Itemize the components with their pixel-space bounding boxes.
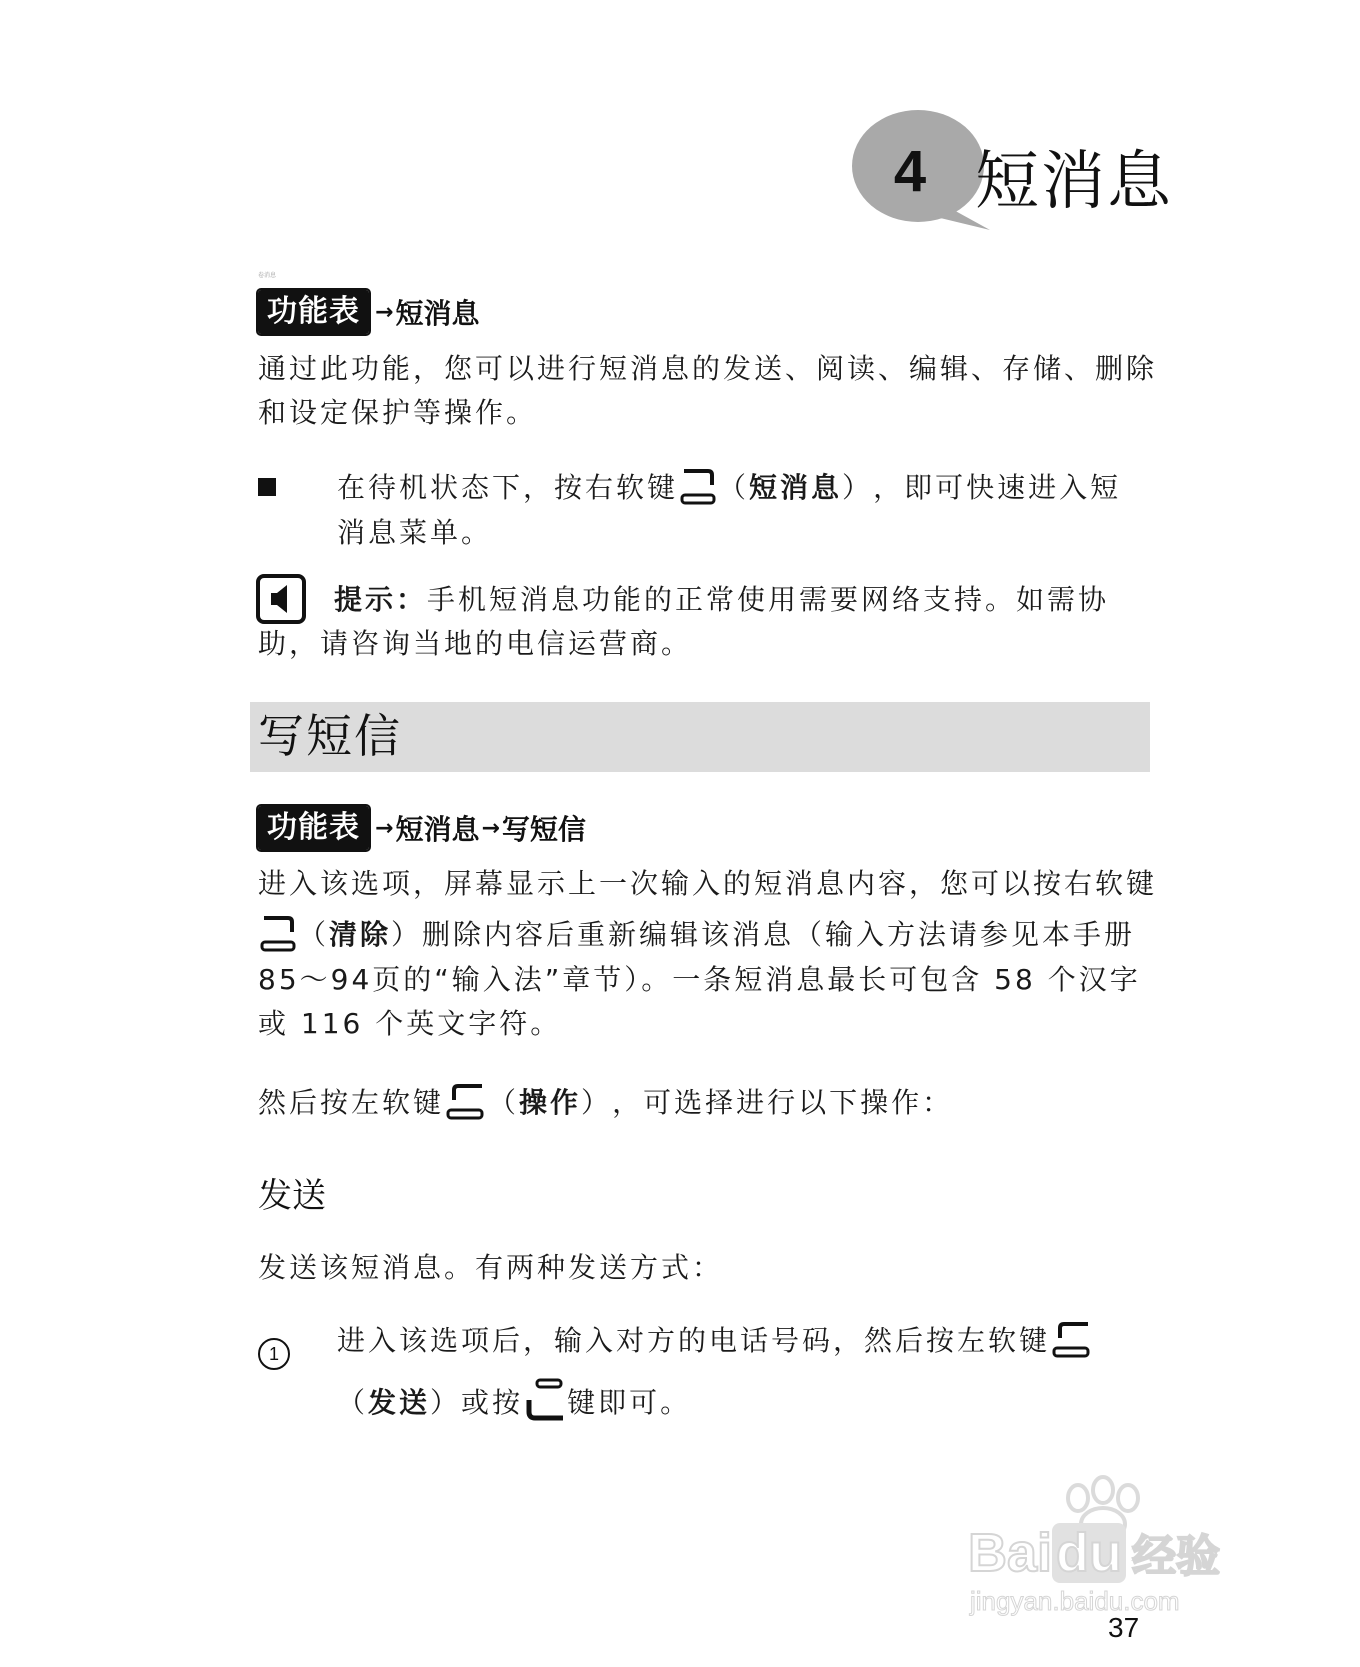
arrow-icon: → [375,815,394,841]
menu-path-write [258,806,586,850]
tip-label: 提示： [334,583,428,616]
right-softkey-icon [258,912,298,958]
bullet-line-2: 消息菜单。 [337,516,493,549]
watermark-cn: 经验 [1132,1532,1221,1581]
para2-before: 然后按左软键 [258,1086,445,1119]
chapter-title: 短消息 [975,145,1173,219]
tip-line-2: 助，请咨询当地的电信运营商。 [258,627,693,660]
path-item: 写短信 [501,813,586,846]
para2-after: ，可选择进行以下操作： [612,1086,954,1119]
square-bullet-icon [258,478,276,496]
send-item-1: 进入该选项后，输入对方的电话号码，然后按左软键 （ 发送 ） 或按 键即可。 [337,1318,1157,1428]
write-paragraph-2: 然后按左软键 （ 操作 ） ，可选择进行以下操作： [258,1080,1158,1126]
item1-key-label: 发送 [368,1386,431,1419]
item1-line2-mid: 或按 [461,1386,524,1419]
write-paragraph: 进入该选项，屏幕显示上一次输入的短消息内容，您可以按右软键 （ 清除 ） 删除内容后重新编辑该消息（输入方法请参见本手册 85～94页的“输入法”章节）。一条短消息最长可包含 58 个汉字 或 116 个英文字符。 [258,862,1158,1046]
menu-label: 功能表 [258,290,369,334]
write-line-2: 删除内容后重新编辑该消息（输入方法请参见本手册 [422,918,1136,951]
write-line-1: 进入该选项，屏幕显示上一次输入的短消息内容，您可以按右软键 [258,867,1158,900]
bullet-before: 在待机状态下，按右软键 [337,471,679,504]
watermark-brand2: du [1052,1523,1126,1583]
item1-line2-end: 键即可。 [567,1386,692,1419]
send-key-icon [523,1378,567,1428]
intro-line-1: 通过此功能，您可以进行短消息的发送、阅读、编辑、存储、删除 [258,352,1158,385]
intro-line-2: 和设定保护等操作。 [258,396,538,429]
write-key-label: 清除 [329,918,392,951]
intro-paragraph [258,347,1158,435]
tip-text: 手机短消息功能的正常使用需要网络支持。如需协 [427,583,1110,616]
item1-line1: 进入该选项后，输入对方的电话号码，然后按左软键 [337,1324,1051,1357]
left-softkey-icon [1050,1318,1094,1364]
section-title: 写短信 [258,709,402,763]
watermark-url: jingyan.baidu.com [970,1586,1180,1616]
arrow-icon: → [481,815,500,841]
send-desc: 发送该短消息。有两种发送方式： [258,1251,724,1284]
bullet-text: 在待机状态下，按右软键 （ 短消息 ） ，即可快速进入短 消息菜单。 [337,465,1157,555]
tip-block [258,578,1158,666]
page-number: 37 [1108,1612,1140,1643]
write-line-4: 或 116 个英文字符。 [258,1007,562,1040]
path-item: 短消息 [395,297,480,330]
menu-path-intro [258,290,479,334]
numbered-bullet: 1 [258,1338,290,1370]
write-line-3: 85～94页的“输入法”章节）。一条短消息最长可包含 58 个汉字 [258,963,1141,996]
tiny-mark: 卷消息 [258,272,277,279]
menu-label: 功能表 [258,806,369,850]
path-item: 短消息 [395,813,480,846]
bullet-after: ，即可快速进入短 [873,471,1122,504]
para2-key-label: 操作 [519,1086,582,1119]
right-softkey-icon [678,465,718,511]
baidu-watermark [968,1468,1288,1618]
left-softkey-icon [444,1080,488,1126]
arrow-icon: → [375,299,394,325]
send-title: 发送 [258,1176,326,1216]
watermark-brand: Bai [968,1523,1053,1583]
chapter-number: 4 [893,139,927,204]
bullet-key-label: 短消息 [749,471,843,504]
